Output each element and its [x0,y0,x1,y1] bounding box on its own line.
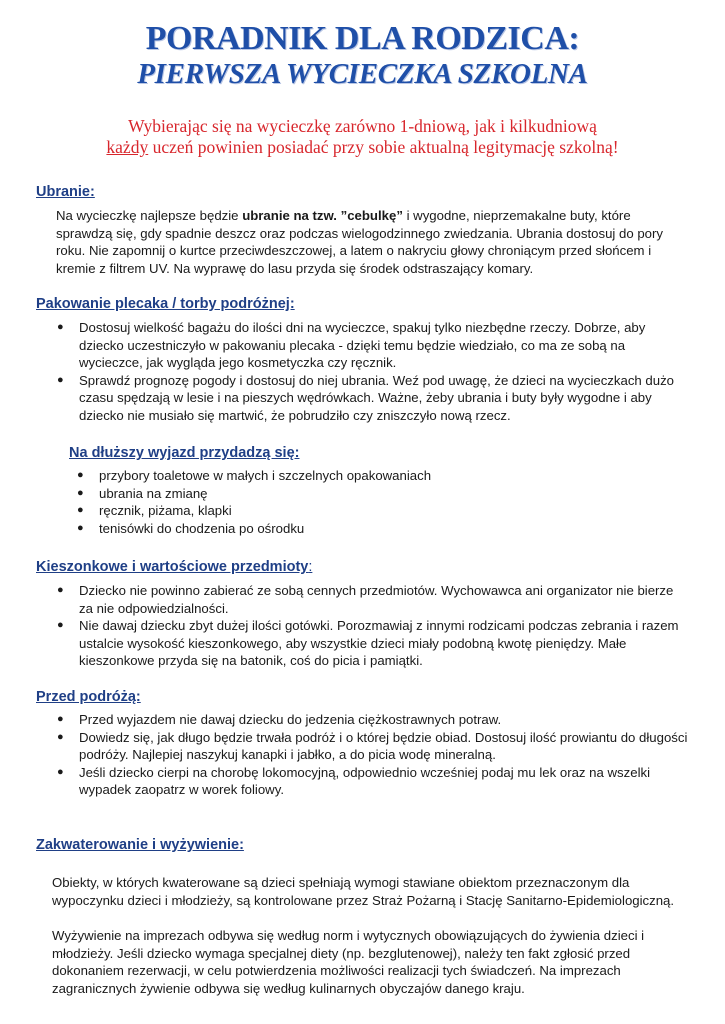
bullet-icon: ● [57,619,64,631]
list-item-text: Sprawdź prognozę pogody i dostosuj do niej ubrania. Weź pod uwagę, że dzieci na wycieczkach dużo czasu spędzają w lesie i na pieszych wędrówkach. Ważne, żeby ubrania i buty były wygodne i aby dziecko nie musiało się martwić, że pobrudziło czy zniszczyło nową rzecz. [79,372,675,423]
list-item-text: Dziecko nie powinno zabierać ze sobą cennych przedmiotów. Wychowawca ani organizator nie bierze za nie odpowiedzialności. [79,583,674,616]
list-item [57,764,689,799]
intro-line-2-rest: uczeń powinien posiadać przy sobie aktualną legitymację szkolną! [148,137,619,157]
section-heading-packing: Pakowanie plecaka / torby podróżnej: [36,296,295,312]
list-item [57,582,689,617]
bullet-icon: ● [57,321,64,333]
list-item [57,319,689,372]
section-heading-accommodation: Zakwaterowanie i wyżywienie: [36,837,244,853]
bullet-icon: ● [57,373,64,386]
intro-line-2 [0,137,725,158]
list-item [57,711,689,729]
intro-line-1: Wybierając się na wycieczkę zarówno 1-dniową, jak i kilkudniową [128,116,597,136]
accommodation-paragraph-2: Wyżywienie na imprezach odbywa się według norm i wytycznych obowiązujących do żywienia dzieci i młodzieży. Jeśli dziecko wymaga specjalnej diety (np. bezglutenowej), należy ten fakt zgłosić przed dokonaniem rezerwacji, w celu potwierdzenia możliwości realizacji tych świadczeń. Na imprezach zagranicznych żywienie odbywa się według kulinarnych obyczajów danego kraju. [52,928,645,996]
bullet-icon: ● [57,713,64,725]
intro-notice [0,116,725,158]
bullet-icon: ● [77,486,84,499]
section-heading-money [36,559,312,575]
list-item-text: Przed wyjazdem nie dawaj dziecku do jedzenia ciężkostrawnych potraw. [79,712,502,727]
packing-list [57,319,689,424]
clothing-text-after: i wygodne, nieprzemakalne buty, które sprawdzą się, gdy spadnie deszcz oraz podczas wielogodzinnego zwiedzania. Ubrania dostosuj do pory roku. Nie zapomnij o kurtce przeciwdeszczowej, a latem o nakryciu głowy chroniącym przed słońcem i kremie z filtrem UV. Na wyprawę do lasu przyda się środek odstraszający komary. [56,208,663,276]
intro-underlined-word: każdy [106,137,149,157]
list-item-text: przybory toaletowe w małych i szczelnych opakowaniach [99,468,432,483]
clothing-paragraph [56,207,676,277]
list-item [57,729,689,764]
list-item-text: Dostosuj wielkość bagażu do ilości dni na wycieczce, spakuj tylko niezbędne rzeczy. Dobrze, aby dziecko uczestniczyło w pakowaniu plecaka - dzięki temu będzie wiedziało, co ma ze sobą na wycieczce, jak wygląda jego kosmetyczka czy ręcznik. [79,320,646,370]
section-heading-clothing: Ubranie: [36,184,95,200]
money-heading-text: Kieszonkowe i wartościowe przedmioty [36,559,309,575]
money-list [57,582,689,670]
list-item-text: ręcznik, piżama, klapki [99,503,232,518]
bullet-icon: ● [57,730,64,743]
accommodation-paragraph-1: Obiekty, w których kwaterowane są dzieci spełniają wymogi stawiane obiektom przeznaczonym dla wypoczynku dzieci i młodzieży, są kontrolowane przez Straż Pożarną i Stację Sanitarno-Epidemiologiczną. [52,875,675,908]
clothing-text-before: Na wycieczkę najlepsze będzie [56,208,243,223]
bullet-icon: ● [57,584,64,596]
list-item [77,520,659,538]
section-heading-before-trip: Przed podróżą: [36,689,141,705]
list-item [77,485,659,503]
page-title: PORADNIK DLA RODZICA: [145,20,580,57]
bullet-icon: ● [57,765,64,778]
list-item-text: Jeśli dziecko cierpi na chorobę lokomocyjną, odpowiednio wcześniej podaj mu lek oraz na wszelki wypadek zaopatrz w worek foliowy. [79,764,651,797]
list-item [57,617,689,670]
list-item-text: Nie dawaj dziecku zbyt dużej ilości gotówki. Porozmawiaj z innymi rodzicami podczas zebrania i razem ustalcie wysokość kieszonkowego, aby wszystkie dzieci miały podobną kwotę pieniędzy. Małe kieszonkowe przyda się na batonik, coś do picia i pamiątki. [79,618,679,668]
before-trip-list [57,711,689,799]
bullet-icon: ● [77,504,84,516]
list-item-text: ubrania na zmianę [99,485,208,501]
list-item-text: Dowiedz się, jak długo będzie trwała podróż i o której będzie obiad. Dostosuj ilość prowiantu do długości podróży. Najlepiej naszykuj kanapki i jabłko, a do picia wodę mineralną. [79,729,688,762]
clothing-bold-text: ubranie na tzw. ”cebulkę” [242,208,403,223]
page-subtitle: PIERWSZA WYCIECZKA SZKOLNA [137,58,588,90]
list-item [57,372,689,425]
bullet-icon: ● [77,469,84,481]
bullet-icon: ● [77,521,84,534]
list-item-text: tenisówki do chodzenia po ośrodku [99,520,305,536]
section-heading-longer-trip: Na dłuższy wyjazd przydadzą się: [69,445,300,461]
list-item [77,502,659,520]
longer-trip-list [77,467,659,537]
list-item [77,467,659,485]
money-heading-colon: : [308,559,313,575]
